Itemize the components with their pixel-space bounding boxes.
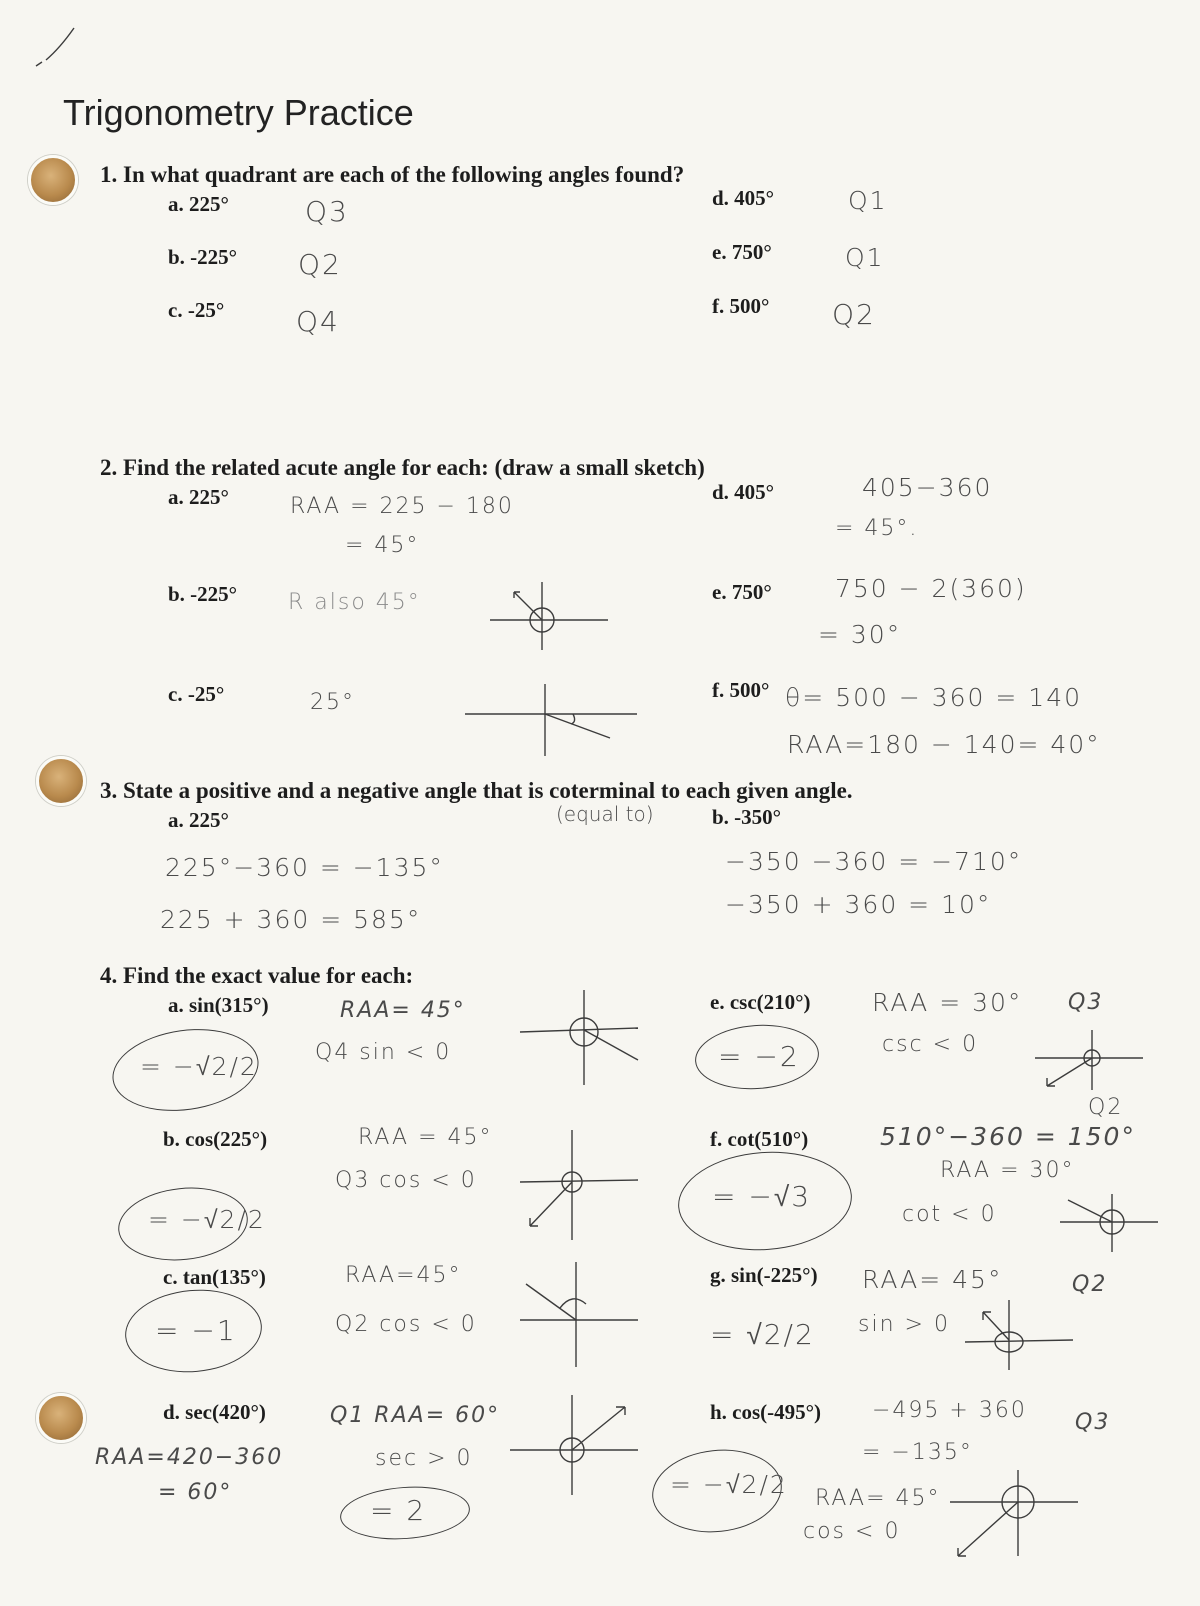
q2-item-f-work-2: RAA=180 − 140= 40° xyxy=(787,730,1101,759)
q4-item-f-answer: = −√3 xyxy=(712,1180,812,1213)
q1-item-c-answer: Q4 xyxy=(296,305,340,338)
q4-e-angle-sketch xyxy=(1035,1030,1145,1090)
q3-item-a-label: a. 225° xyxy=(168,808,229,832)
q2-item-e-work-2: = 30° xyxy=(818,620,902,649)
q4-item-f-label: f. cot(510°) xyxy=(710,1127,809,1151)
q4-g-angle-sketch xyxy=(965,1300,1075,1370)
q2-item-a-label: a. 225° xyxy=(168,485,229,509)
q4-b-angle-sketch xyxy=(520,1130,640,1240)
q2-b-angle-sketch xyxy=(490,580,610,650)
page-title: Trigonometry Practice xyxy=(63,92,414,133)
q1-item-e-answer: Q1 xyxy=(845,243,885,272)
q2-item-c-label: c. -25° xyxy=(168,682,225,706)
q1-item-c-label: c. -25° xyxy=(168,298,225,322)
q4-item-d-work-2: = 60° xyxy=(158,1480,233,1505)
q4-item-e-work-1: RAA = 30° xyxy=(872,988,1023,1017)
q2-item-a-work-1: RAA = 225 − 180 xyxy=(290,494,514,519)
q2-item-e-label: e. 750° xyxy=(712,580,772,604)
q4-item-g-work-3: Q2 xyxy=(1072,1272,1108,1297)
q1-item-b-label: b. -225° xyxy=(168,245,238,269)
q4-item-a-work-2: Q4 sin < 0 xyxy=(315,1040,452,1065)
q3-item-b-work-1: −350 −360 = −710° xyxy=(725,847,1023,876)
q4-item-h-work-3: RAA= 45° xyxy=(815,1486,941,1511)
q2-item-d-label: d. 405° xyxy=(712,480,775,504)
q1-item-f-label: f. 500° xyxy=(712,294,770,318)
q3-item-b-work-2: −350 + 360 = 10° xyxy=(725,890,992,919)
q4-item-e-label: e. csc(210°) xyxy=(710,990,811,1014)
q2-item-f-work-1: θ= 500 − 360 = 140 xyxy=(785,683,1083,712)
q4-item-e-answer: = −2 xyxy=(718,1040,800,1073)
q4-h-angle-sketch xyxy=(950,1470,1080,1560)
q4-c-angle-sketch xyxy=(520,1262,640,1367)
q1-item-a-label: a. 225° xyxy=(168,192,229,216)
q1-item-d-answer: Q1 xyxy=(848,186,888,215)
q3-item-a-work-1: 225°−360 = −135° xyxy=(165,853,444,882)
q1-item-b-answer: Q2 xyxy=(298,248,342,281)
q2-item-d-work-1: 405−360 xyxy=(862,473,993,502)
q4-item-h-work-5: Q3 xyxy=(1075,1410,1111,1435)
q4-item-h-answer: = −√2/2 xyxy=(670,1470,788,1499)
q2-item-b-work-1: R also 45° xyxy=(288,590,421,615)
q4-prompt: 4. Find the exact value for each: xyxy=(100,963,414,988)
binder-hole-bottom xyxy=(36,1393,86,1443)
q2-prompt: 2. Find the related acute angle for each: (draw a small sketch) xyxy=(100,455,705,480)
q2-item-c-work-1: 25° xyxy=(310,690,355,715)
q4-item-c-answer: = −1 xyxy=(155,1314,237,1347)
q4-item-f-work-1: Q2 xyxy=(1088,1095,1124,1120)
q4-item-g-work-2: sin > 0 xyxy=(858,1312,950,1337)
q4-item-h-label: h. cos(-495°) xyxy=(710,1400,822,1424)
q1-item-f-answer: Q2 xyxy=(832,298,876,331)
q3-note: (equal to) xyxy=(556,802,654,826)
q3-prompt: 3. State a positive and a negative angle that is coterminal to each given angle. xyxy=(100,778,853,803)
q1-item-e-label: e. 750° xyxy=(712,240,772,264)
q4-item-g-answer: = √2/2 xyxy=(710,1318,815,1351)
q4-item-d-answer: = 2 xyxy=(370,1494,427,1527)
q4-item-a-label: a. sin(315°) xyxy=(168,993,269,1017)
q3-item-a-work-2: 225 + 360 = 585° xyxy=(160,905,422,934)
q4-item-c-work-2: Q2 cos < 0 xyxy=(335,1312,477,1337)
q4-item-b-work-2: Q3 cos < 0 xyxy=(335,1168,477,1193)
q4-item-d-label: d. sec(420°) xyxy=(163,1400,266,1424)
q2-item-d-work-2: = 45°. xyxy=(835,516,919,541)
q4-item-f-work-3: RAA = 30° xyxy=(940,1158,1075,1183)
q2-item-e-work-1: 750 − 2(360) xyxy=(835,574,1027,603)
q4-item-c-work-1: RAA=45° xyxy=(345,1263,462,1288)
q4-d-angle-sketch xyxy=(510,1395,640,1495)
q2-item-f-label: f. 500° xyxy=(712,678,770,702)
q4-item-g-work-1: RAA= 45° xyxy=(862,1265,1003,1294)
binder-hole-middle xyxy=(36,756,86,806)
q4-item-b-work-1: RAA = 45° xyxy=(358,1125,493,1150)
q1-item-a-answer: Q3 xyxy=(305,195,349,228)
q4-item-a-work-1: RAA= 45° xyxy=(340,998,466,1023)
q4-item-f-work-4: cot < 0 xyxy=(902,1202,997,1227)
q2-item-a-work-2: = 45° xyxy=(345,533,420,558)
binder-hole-top xyxy=(28,155,78,205)
q4-item-d-work-1: RAA=420−360 xyxy=(95,1445,284,1470)
q4-item-h-work-4: cos < 0 xyxy=(803,1519,901,1544)
q2-c-angle-sketch xyxy=(465,682,640,757)
q4-item-e-work-2: csc < 0 xyxy=(882,1032,979,1057)
q4-item-c-label: c. tan(135°) xyxy=(163,1265,266,1289)
q4-item-b-answer: = −√2/2 xyxy=(148,1205,266,1234)
q4-item-h-work-2: = −135° xyxy=(862,1440,973,1465)
q4-item-a-answer: = −√2/2 xyxy=(140,1052,258,1081)
q4-item-f-work-2: 510°−360 = 150° xyxy=(880,1122,1136,1151)
q4-f-angle-sketch xyxy=(1060,1192,1160,1252)
q1-prompt: 1. In what quadrant are each of the following angles found? xyxy=(100,162,685,187)
q4-item-g-label: g. sin(-225°) xyxy=(710,1263,818,1287)
q4-item-e-work-3: Q3 xyxy=(1068,990,1104,1015)
q4-a-angle-sketch xyxy=(520,990,640,1085)
q3-item-b-label: b. -350° xyxy=(712,805,782,829)
q1-item-d-label: d. 405° xyxy=(712,186,775,210)
q4-item-h-work-1: −495 + 360 xyxy=(872,1398,1027,1423)
q4-item-d-work-3: Q1 RAA= 60° xyxy=(330,1403,501,1428)
corner-check-mark xyxy=(32,22,82,72)
q4-item-d-work-4: sec > 0 xyxy=(375,1446,473,1471)
q4-item-b-label: b. cos(225°) xyxy=(163,1127,268,1151)
q2-item-b-label: b. -225° xyxy=(168,582,238,606)
